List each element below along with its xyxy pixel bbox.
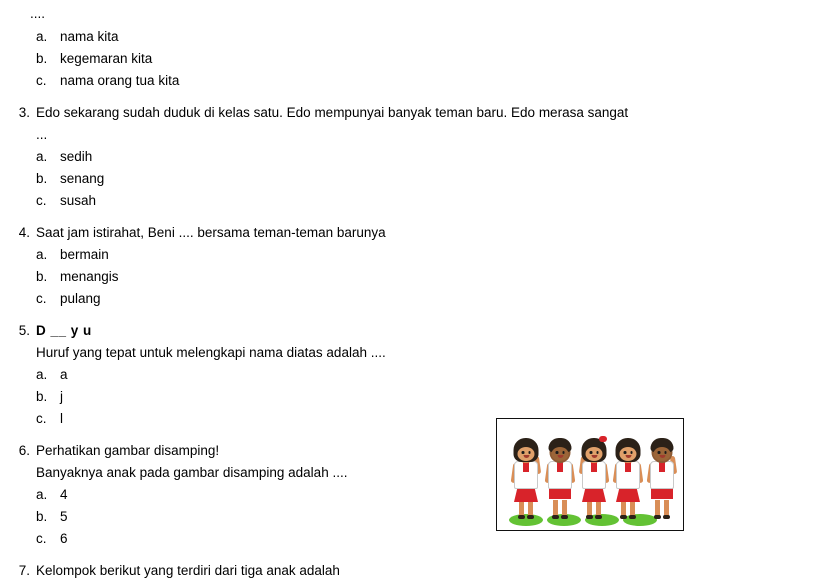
question-text-secondary: Banyaknya anak pada gambar disamping adalah .... xyxy=(36,465,348,480)
tie xyxy=(591,462,597,472)
option-row[interactable] xyxy=(36,146,816,168)
option-row[interactable] xyxy=(36,364,816,386)
mouth xyxy=(625,455,631,458)
question-number: 3. xyxy=(18,105,30,120)
question-body xyxy=(36,26,816,92)
option-label: a. xyxy=(36,149,48,164)
face xyxy=(518,447,535,461)
face xyxy=(552,447,569,461)
lead-dots: .... xyxy=(30,6,46,21)
option-row[interactable] xyxy=(36,266,816,288)
question-body xyxy=(36,320,816,430)
eye xyxy=(658,451,661,454)
option-label: a. xyxy=(36,487,48,502)
leg xyxy=(621,500,626,516)
question-text: Kelompok berikut yang terdiri dari tiga anak adalah xyxy=(36,563,340,578)
option-label: b. xyxy=(36,51,48,66)
question-body xyxy=(36,222,816,310)
leg xyxy=(562,500,567,516)
child-figure xyxy=(613,434,643,520)
leg xyxy=(664,500,669,516)
option-text: a xyxy=(60,367,68,382)
shoe xyxy=(561,515,568,519)
option-label: b. xyxy=(36,269,48,284)
option-text: bermain xyxy=(60,247,109,262)
question-prompt-bold: D __ y u xyxy=(36,323,92,338)
option-row[interactable] xyxy=(36,70,816,92)
eye xyxy=(522,451,525,454)
tie xyxy=(557,462,563,472)
option-text: susah xyxy=(60,193,97,208)
option-row[interactable] xyxy=(36,528,816,550)
child-figure xyxy=(579,434,609,520)
option-label: b. xyxy=(36,389,48,404)
question-number: 4. xyxy=(18,225,30,240)
eye xyxy=(630,451,633,454)
option-text: menangis xyxy=(60,269,119,284)
shoe xyxy=(586,515,593,519)
option-label: a. xyxy=(36,367,48,382)
question-6-illustration xyxy=(496,418,684,531)
shoe xyxy=(620,515,627,519)
option-text: nama orang tua kita xyxy=(60,73,180,88)
shoe xyxy=(518,515,525,519)
option-row[interactable] xyxy=(36,484,816,506)
shoe xyxy=(654,515,661,519)
question-body xyxy=(36,440,816,550)
option-list xyxy=(36,484,816,550)
question-item-4 xyxy=(0,222,816,310)
option-label: c. xyxy=(36,291,47,306)
face xyxy=(620,447,637,461)
option-text: j xyxy=(60,389,63,404)
option-text: senang xyxy=(60,171,105,186)
question-text: Perhatikan gambar disamping! xyxy=(36,443,220,458)
mouth xyxy=(557,455,563,458)
question-text: Saat jam istirahat, Beni .... bersama teman-teman barunya xyxy=(36,225,386,240)
option-text: l xyxy=(60,411,63,426)
eye xyxy=(556,451,559,454)
question-body xyxy=(36,102,816,212)
option-row[interactable] xyxy=(36,506,816,528)
mouth xyxy=(591,455,597,458)
hair-bow xyxy=(599,436,607,442)
option-row[interactable] xyxy=(36,190,816,212)
option-row[interactable] xyxy=(36,168,816,190)
leg xyxy=(655,500,660,516)
option-row[interactable] xyxy=(36,48,816,70)
question-item-6 xyxy=(0,440,816,550)
face xyxy=(654,447,671,461)
option-text: kegemaran kita xyxy=(60,51,153,66)
option-label: c. xyxy=(36,73,47,88)
question-item-3 xyxy=(0,102,816,212)
option-label: a. xyxy=(36,247,48,262)
child-figure xyxy=(511,434,541,520)
mouth xyxy=(659,455,665,458)
question-body xyxy=(36,560,816,582)
option-text: 4 xyxy=(60,487,68,502)
eye xyxy=(528,451,531,454)
option-list xyxy=(36,244,816,310)
option-list xyxy=(36,364,816,430)
tie xyxy=(659,462,665,472)
option-row[interactable] xyxy=(36,244,816,266)
question-number: 6. xyxy=(18,443,30,458)
option-text: nama kita xyxy=(60,29,119,44)
option-label: c. xyxy=(36,193,47,208)
option-label: b. xyxy=(36,171,48,186)
mouth xyxy=(523,455,529,458)
tie xyxy=(523,462,529,472)
shoe xyxy=(663,515,670,519)
option-label: a. xyxy=(36,29,48,44)
leg xyxy=(596,500,601,516)
eye xyxy=(624,451,627,454)
leg xyxy=(630,500,635,516)
eye xyxy=(562,451,565,454)
shoe xyxy=(629,515,636,519)
option-list xyxy=(36,146,816,212)
question-continuation xyxy=(0,6,816,22)
option-text: 6 xyxy=(60,531,68,546)
leg xyxy=(528,500,533,516)
option-label: c. xyxy=(36,411,47,426)
leg xyxy=(553,500,558,516)
eye xyxy=(664,451,667,454)
shoe xyxy=(527,515,534,519)
question-item-7 xyxy=(0,560,816,582)
question-item xyxy=(0,26,816,92)
leg xyxy=(587,500,592,516)
shoe xyxy=(595,515,602,519)
option-row[interactable] xyxy=(36,26,816,48)
question-number: 7. xyxy=(18,563,30,578)
option-text: sedih xyxy=(60,149,93,164)
option-text: pulang xyxy=(60,291,101,306)
shoe xyxy=(552,515,559,519)
tie xyxy=(625,462,631,472)
face xyxy=(586,447,603,461)
option-label: c. xyxy=(36,531,47,546)
eye xyxy=(590,451,593,454)
option-row[interactable] xyxy=(36,288,816,310)
option-label: b. xyxy=(36,509,48,524)
option-text: 5 xyxy=(60,509,68,524)
question-item-5 xyxy=(0,320,816,430)
question-text: Edo sekarang sudah duduk di kelas satu. Edo mempunyai banyak teman baru. Edo merasa sangat ... xyxy=(36,105,629,142)
question-text: Huruf yang tepat untuk melengkapi nama diatas adalah .... xyxy=(36,345,386,360)
child-figure xyxy=(545,434,575,520)
question-number: 5. xyxy=(18,323,30,338)
option-list xyxy=(36,26,816,92)
eye xyxy=(596,451,599,454)
option-row[interactable] xyxy=(36,386,816,408)
child-figure xyxy=(647,434,677,520)
leg xyxy=(519,500,524,516)
option-row[interactable] xyxy=(36,408,816,430)
